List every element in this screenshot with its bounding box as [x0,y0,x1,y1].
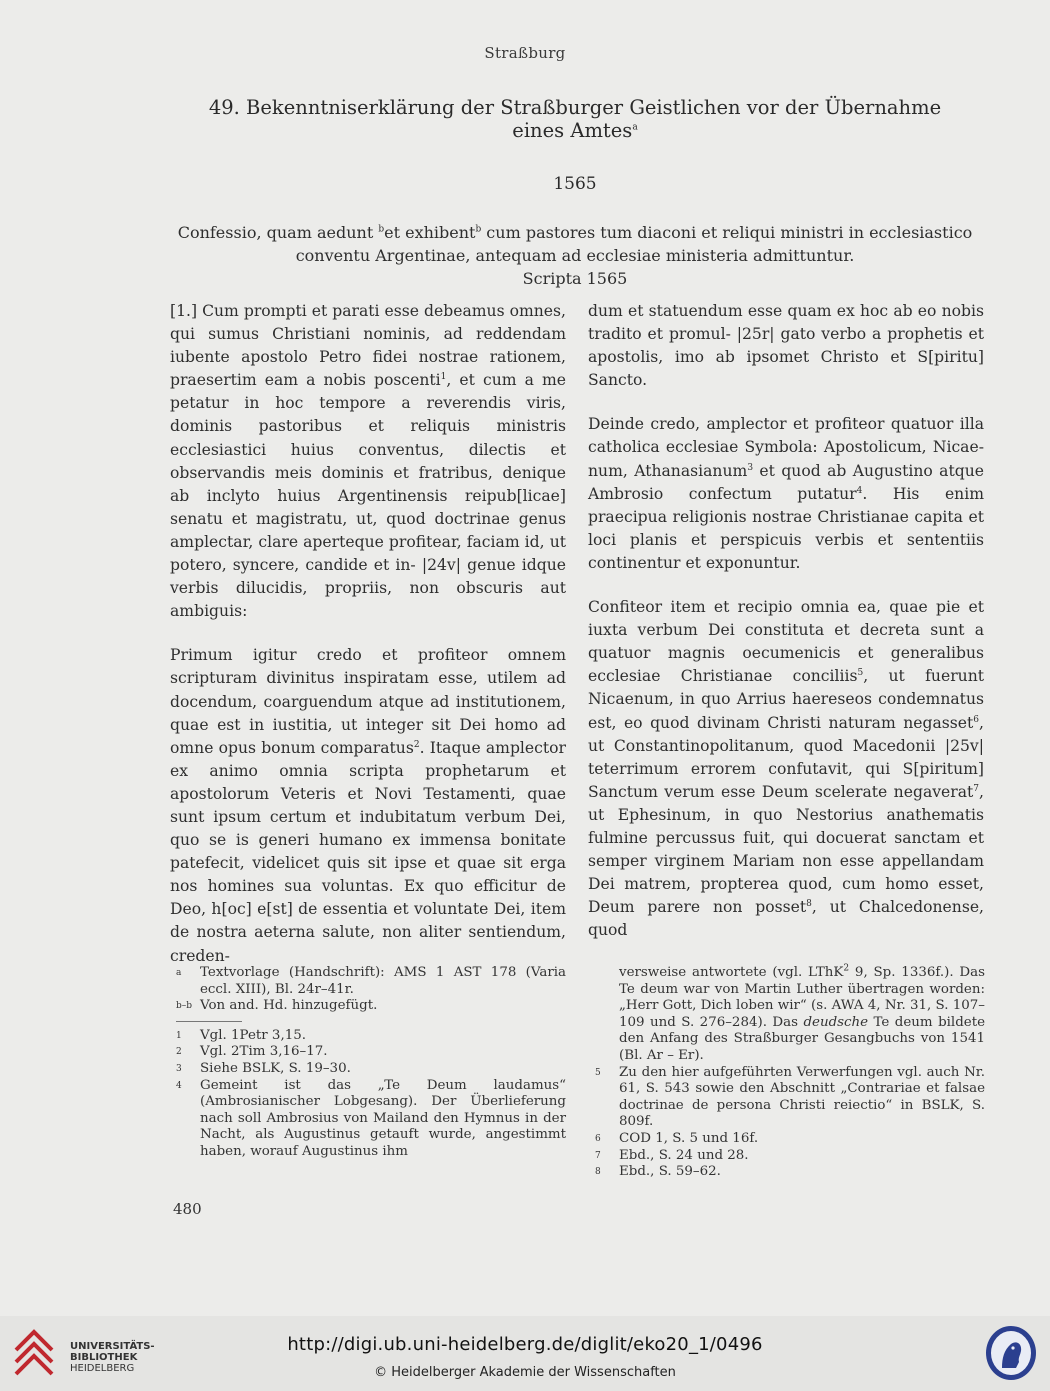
incipit-mark-b-close: b [475,224,482,235]
footnote-1 [176,1028,566,1045]
footnotes-right [595,965,985,1181]
footnote-text-part: 9, Sp. 1336f.). Das Te deum war von Martin Luther übertragen worden: „Herr Gott, Dich loben wir“ (s. AWA 4, Nr. 31, S. 107–109 und S. 276–284). Das [619,965,985,1030]
footnote-mark: a [176,968,182,978]
footnote-mark-empty [595,965,619,1065]
footnote-mark: 5 [595,1067,601,1078]
footnote-7 [595,1148,985,1165]
footnote-ref-7: 7 [973,783,980,794]
paragraph-text: , ut Chalcedonense, quod [588,898,985,940]
paragraph-4 [588,413,984,575]
footnote-mark: 4 [176,1080,182,1091]
permalink-url[interactable]: http://digi.ub.uni-heidelberg.de/diglit/eko20_1/0496 [287,1334,763,1355]
title-note-mark: a [632,122,638,133]
incipit-part-3: cum pastores tum diaconi et reliqui ministri in ecclesiastico conventu Argentinae, antequam ad ecclesiae ministeria admittuntur. [295,223,973,265]
paragraph-text: Primum igitur credo et profiteor omnem scripturam divinitus inspiratam esse, utilem ad docendum, coarguendum atque ad institutionem, quae est in iustitia, ut integer sit Dei homo ad omne opus bonum comparatus [170,646,566,757]
incipit-part-2: et exhibent [384,223,476,242]
paragraph-text: et quod ab Augustino atque Ambrosio confectum putatur [588,461,984,503]
footnote-4 [176,1078,566,1161]
footnote-text-part: versweise antwortete (vgl. LThK [619,965,844,980]
paragraph-text: . Itaque amplector ex animo omnia scripta prophetarum et apostolorum Veteris et Novi Testamenti, quae sunt ipsum certum et indubitatum verbum Dei, quo se is generi humano ex immensa bonitate patefecit, videlicet quis sit ipse et quae sit erga nos homines sua voluntas. Ex quo efficitur de Deo, h[oc] e[st] de essentia et voluntate Dei, item de nostra aeterna salute, non aliter sentiendum, creden- [170,738,566,965]
footnote-italic: deudsche [803,1014,869,1030]
text-column-right [588,300,984,963]
paragraph-3: dum et statuendum esse quam ex hoc ab eo nobis tradito et promul- |25r| gato verbo a prophetis et apostolis, imo ab ipsomet Christo et S[piritu] Sancto. [588,302,984,390]
footnote-6 [595,1131,985,1148]
footnote-ref-3: 3 [747,462,754,473]
footnote-text: Ebd., S. 59–62. [619,1164,721,1180]
footnote-text: Gemeint ist das „Te Deum laudamus“ (Ambrosianischer Lobgesang). Der Überlieferung nach soll Ambrosius von Mailand den Hymnus in der Nacht, als Augustinus getauft wurde, angestimmt haben, worauf Augustinus ihm [200,1077,566,1159]
title-line-2: eines Amtes [512,119,633,142]
footnote-text: COD 1, S. 5 und 16f. [619,1130,759,1146]
text-note-a [176,965,566,998]
paragraph-5 [588,596,984,942]
footnote-mark: 2 [176,1047,182,1058]
footnote-2 [176,1044,566,1061]
footnotes-left [176,965,566,1161]
page-number: 480 [173,1200,202,1218]
incipit-scripta: Scripta 1565 [522,269,628,288]
paragraph-text: [1.] Cum prompti et parati esse debeamus omnes, qui sumus Christiani nominis, ad reddendam iubente apostolo Petro fidei nostrae rationem, praesertim eam a nobis poscenti [170,302,566,390]
incipit [168,221,982,290]
edition-superscript: 2 [843,963,850,974]
footnote-text: Zu den hier aufgeführten Verwerfungen vgl. auch Nr. 61, S. 543 sowie den Abschnitt „Contrariae et falsae doctrinae de persona Christi reiectio“ in BSLK, S. 809f. [619,1064,985,1130]
footnote-mark: 7 [595,1150,601,1161]
copyright-notice: © Heidelberger Akademie der Wissenschaften [374,1365,676,1380]
paragraph-text: , et cum a me petatur in hoc tempore a reverendis viris, dominis pastoribus et reliquis ministris ecclesiastici huius conventus, dilectis et observandis meis dominis et fratribus, denique ab inclyto huius Argentinensis reipub[licae] senatu et magistratu, ut, quod doctrinae genus amplectar, clare aperteque profitear, faciam id, ut potero, syncere, candide et in- |24v| genue idque verbis dilucidis, propriis, non obscuris aut ambiguis: [170,371,566,621]
paragraph-text: , ut Ephesinum, in quo Nestorius anathematis fulmine percussus fuit, qui docuerat sanctam et semper virginem Mariam non esse appellandam Dei matrem, propterea quod, cum homo esset, Deum parere non posset [588,782,984,917]
paragraph-text: Confiteor item et recipio omnia ea, quae pie et iuxta verbum Dei constituta et decreta sunt a quatuor magnis oecumenicis et generalibus ecclesiae Christianae conciliis [588,598,984,686]
footnote-ref-8: 8 [806,899,812,910]
footnote-text: Ebd., S. 24 und 28. [619,1147,749,1163]
footnote-text: Von and. Hd. hinzugefügt. [200,998,378,1014]
paragraph-text: . His enim praecipua religionis nostrae Christianae capita et loci planis et perspicuis verbis et sententiis continentur et exponuntur. [588,484,984,572]
footnote-ref-2: 2 [413,739,420,750]
footnote-5 [595,1065,985,1131]
paragraph-text: , ut Constantinopolitanum, quod Macedonii |25v| teterrimum errorem confutavit, qui S[piritum] Sanctum verum esse Deum scelerate negaverat [588,713,984,801]
footnote-text: Textvorlage (Handschrift): AMS 1 AST 178 (Varia eccl. XIII), Bl. 24r–41r. [200,965,566,997]
footnote-text: Siehe BSLK, S. 19–30. [200,1060,351,1076]
running-head: Straßburg [484,44,566,62]
paragraph-text: Deinde credo, amplector et profiteor quatuor illa catholica ecclesiae Symbola: Apostolicum, Nicaenum, Athanasianum [588,415,984,480]
footnote-divider [176,1021,242,1022]
academy-seal-icon[interactable] [984,1324,1038,1382]
title-line-1: 49. Bekenntniserklärung der Straßburger Geistlichen vor der Übernahme [208,96,942,119]
footnote-mark: 1 [176,1030,182,1041]
footnote-ref-4: 4 [856,485,863,496]
incipit-part-1: Confessio, quam aedunt [177,223,379,242]
footnote-mark: 8 [595,1167,601,1178]
footnote-text: Vgl. 2Tim 3,16–17. [200,1044,328,1060]
viewer-footer [0,1316,1050,1391]
document-title [160,96,990,142]
paragraph-2 [170,644,566,967]
footnote-ref-5: 5 [857,668,864,679]
incipit-mark-b-open: b [378,224,385,235]
footnote-ref-1: 1 [440,372,447,383]
logo-line: UNIVERSITÄTS- [70,1341,155,1352]
footnote-text [619,965,985,1065]
footnote-ref-6: 6 [973,714,980,725]
footnote-text-part: Te deum bildete den Anfang des Straßburger Gesangbuchs von 1541 (Bl. Ar – Er). [619,1014,986,1063]
document-year: 1565 [553,174,597,194]
footnote-mark: b–b [176,1001,193,1012]
footnote-text: Vgl. 1Petr 3,15. [200,1027,307,1043]
text-note-b [176,998,566,1015]
footnote-mark: 3 [176,1063,182,1074]
footnote-8 [595,1164,985,1181]
footnote-3 [176,1061,566,1078]
footnote-4-continuation [595,965,985,1065]
text-column-left [170,300,566,989]
logo-line: HEIDELBERG [70,1363,135,1374]
paragraph-text: , ut fuerunt Nicaenum, in quo Arrius haereseos condemnatus est, eo quod divinam Christi naturam negasset [588,667,984,732]
paragraph-1 [170,300,566,623]
footnote-mark: 6 [595,1133,601,1144]
logo-line: BIBLIOTHEK [70,1352,138,1363]
